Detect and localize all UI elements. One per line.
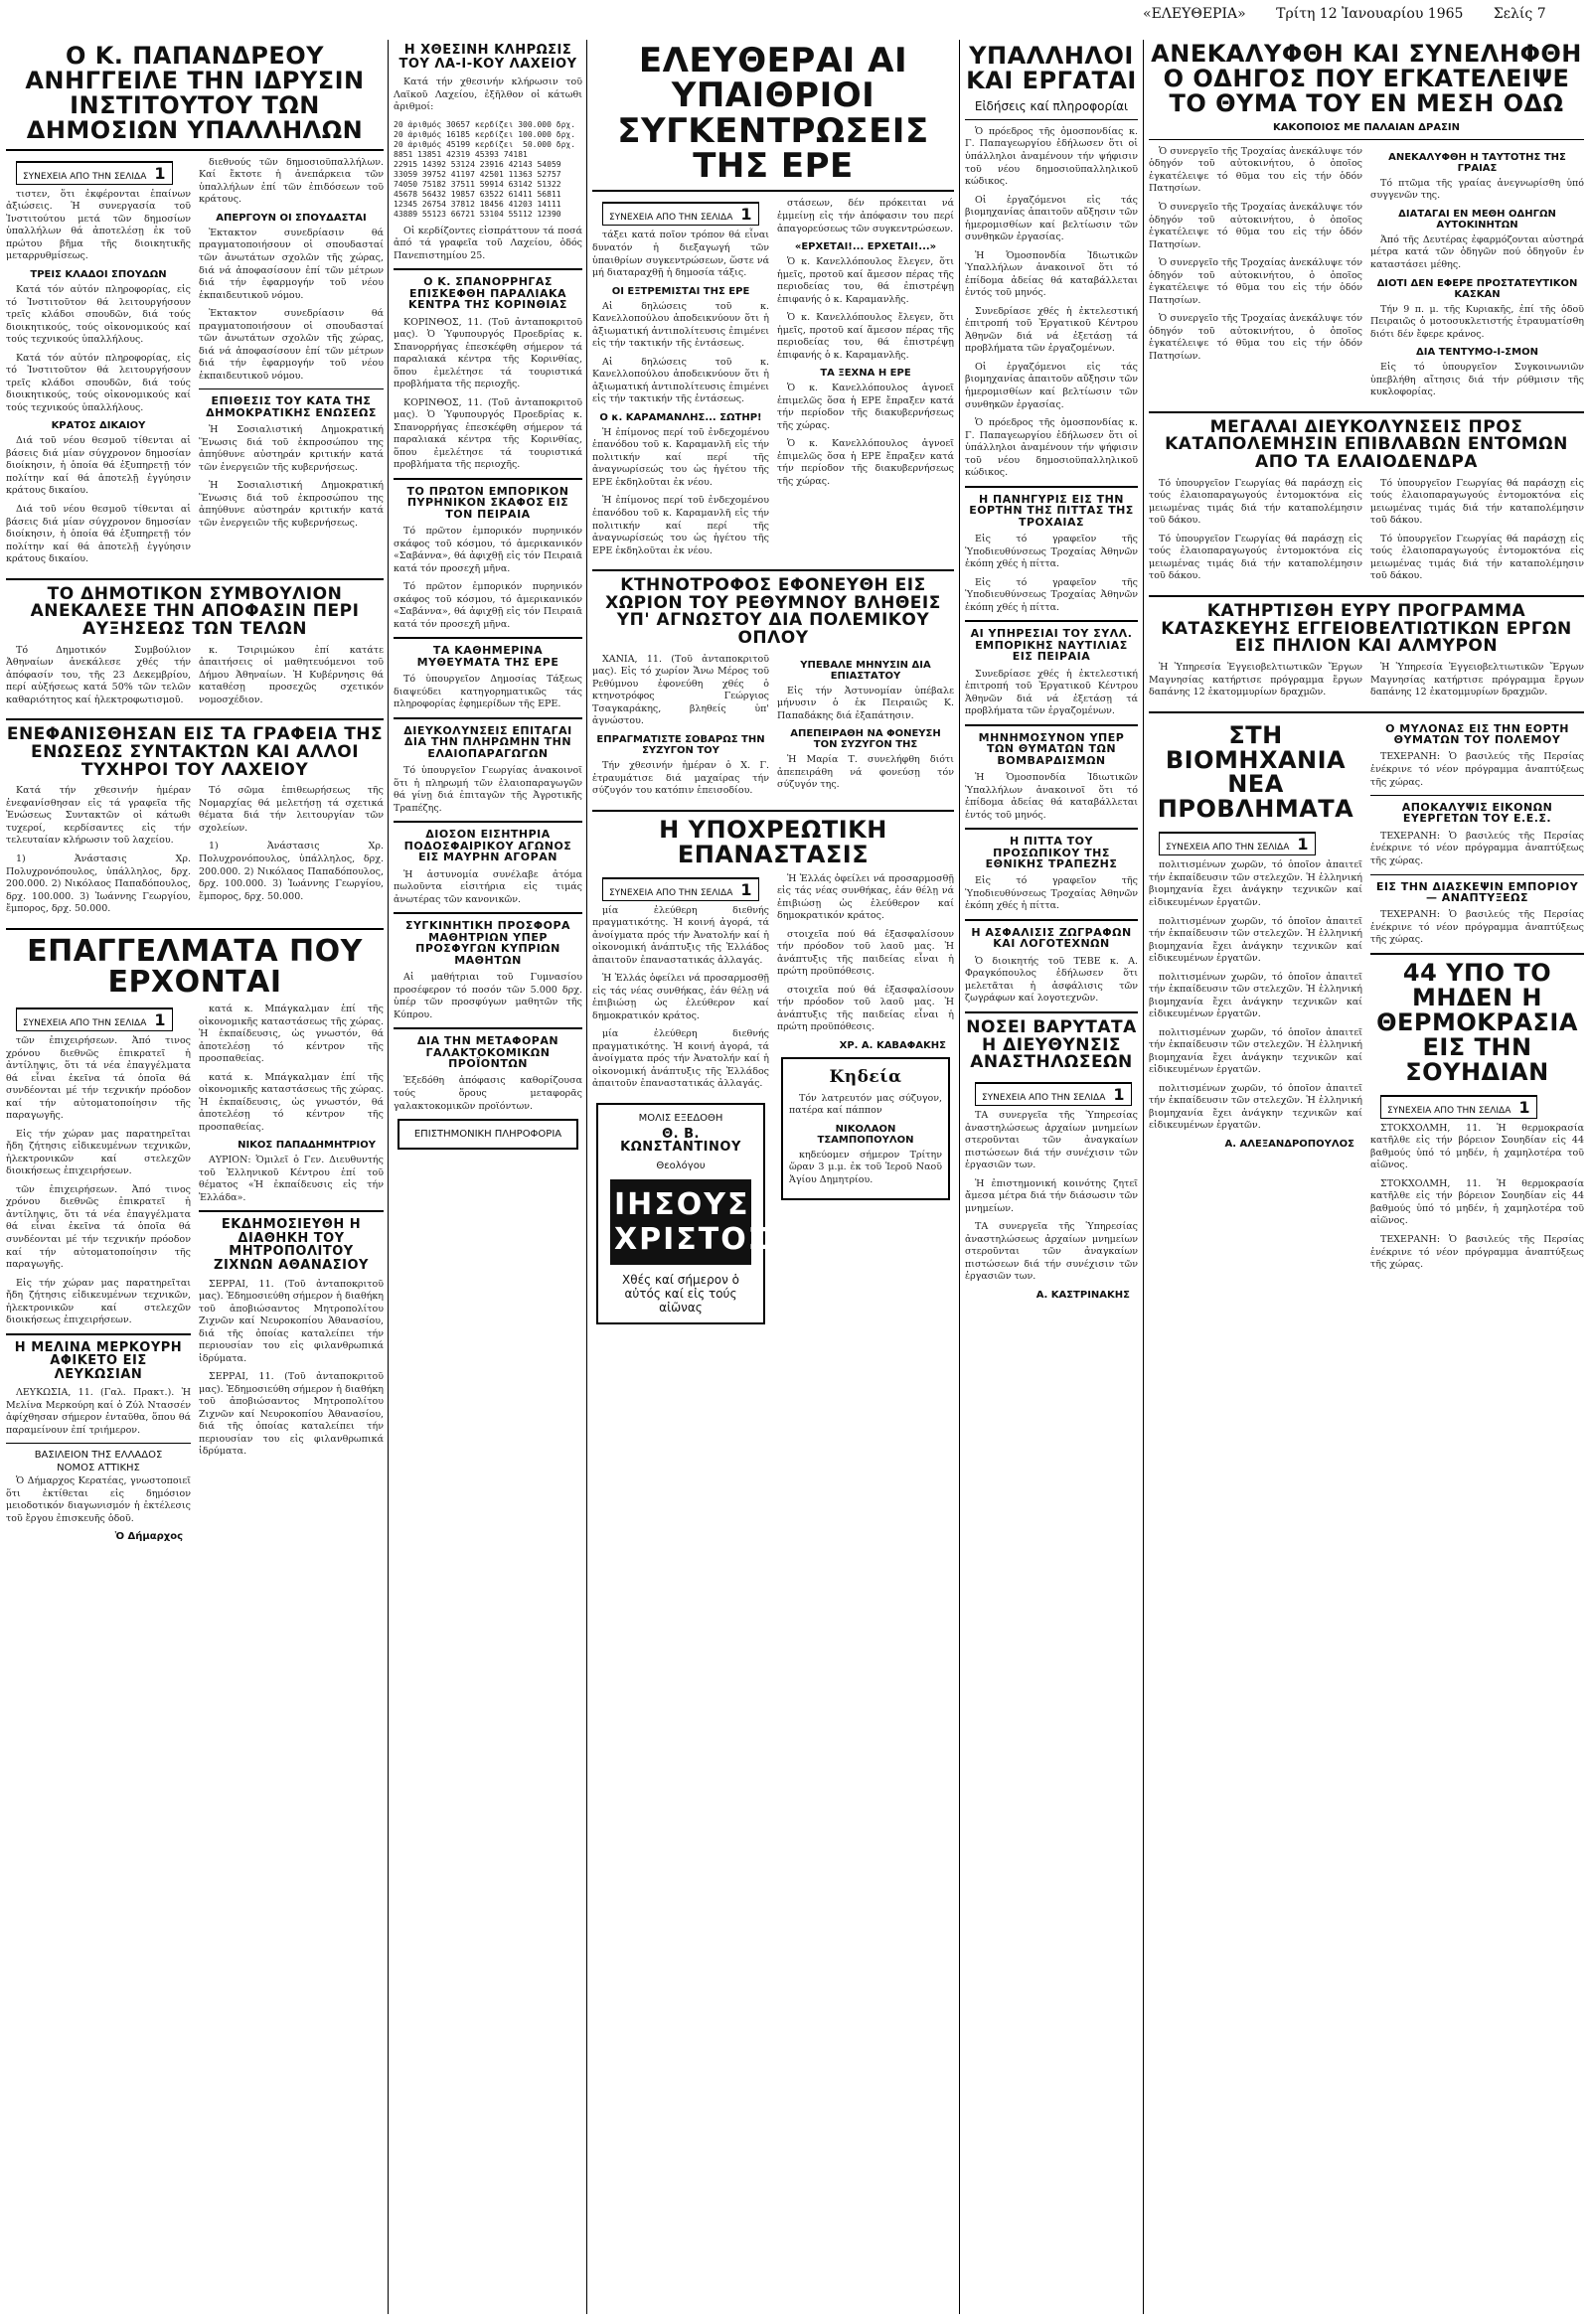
issue-date: Τρίτη 12 Ἰανουαρίου 1965 <box>1276 6 1464 22</box>
headline-traffic-pitta: Η ΠΑΝΗΓΥΡΙΣ ΕΙΣ ΤΗΝ ΕΟΡΤΗΝ ΤΗΣ ΠΙΤΤΑΣ ΤΗΣ ΤΡΟΧΑΙΑΣ <box>969 492 1134 529</box>
article-paragraph: μία ἐλεύθερη διεθνής πραγματικότης. Ἡ κοινή ἀγορά, τά ἀνοίγματα πρός τήν Ἀνατολήν καί ἡ οἰκονομική ἀνάπτυξις τῆς Ἑλλάδος ἀπαιτοῦν ἐπαναστατικάς ἀλλαγάς. <box>592 904 769 966</box>
headline-sweden-cold: 44 ΥΠΟ ΤΟ ΜΗΔΕΝ Η ΘΕΡΜΟΚΡΑΣΙΑ ΕΙΣ ΤΗΝ ΣΟΥΗΔΙΑΝ <box>1376 958 1578 1086</box>
article-paragraph: τάξει κατά ποῖον τρόπον θά εἶναι δυνατόν ἡ διεξαγωγή τῶν ὑπαιθρίων συγκεντρώσεων, ὥστε νά μή διαταραχθῇ ἡ δημοσία τάξις. <box>592 230 769 279</box>
column-rule <box>959 40 960 2314</box>
article-paragraph: 1) Ἀνάστασις Χρ. Πολυχρονόπουλος, ὑπάλληλος, δρχ. 200.000. 2) Νικόλαος Παπαδόπουλος, δρχ. 100.000. 3) Ἰωάννης Γεωργίου, ἔμπορος, δρχ. 50.000. <box>6 852 191 915</box>
continued-page: 1 <box>740 879 752 899</box>
divider <box>1149 139 1584 140</box>
headline-student-offering: ΣΥΓΚΙΝΗΤΙΚΗ ΠΡΟΣΦΟΡΑ ΜΑΘΗΤΡΙΩΝ ΥΠΕΡ ΠΡΟΣΦΥΓΩΝ ΚΥΠΡΙΩΝ ΜΑΘΗΤΩΝ <box>404 919 571 967</box>
article-paragraph: στοιχεῖα πού θά ἐξασφαλίσουν τήν πρόοδον τοῦ λαοῦ μας. Ἡ ἀνάπτυξις τῆς παιδείας εἶναι ἡ πρώτη προϋπόθεσις. <box>777 984 954 1033</box>
divider <box>394 1027 582 1029</box>
headline-dairy-transport: ΔΙΑ ΤΗΝ ΜΕΤΑΦΟΡΑΝ ΓΑΛΑΚΤΟΚΟΜΙΚΩΝ ΠΡΟΪΟΝΤΩΝ <box>416 1034 559 1071</box>
funeral-notice <box>781 1057 950 1200</box>
article-paragraph: ΣΕΡΡΑΙ, 11. (Τοῦ ἀνταποκριτοῦ μας). Ἐδημοσιεύθη σήμερον ἡ διαθήκη τοῦ ἀποβιώσαντος Μητροπολίτου Ζιχνῶν καί Νευροκοπίου Ἀθανασίου, διά τῆς ὁποίας καταλείπει τήν περιουσίαν του εἰς φιλανθρωπικά ἱδρύματα. <box>199 1371 384 1458</box>
subhead: Ο κ. ΚΑΡΑΜΑΝΛΗΣ... ΣΩΤΗΡ! <box>599 411 762 423</box>
article-paragraph: κατά κ. Μπάγκαλμαν ἐπί τῆς οἰκονομικῆς καταστάσεως τῆς χώρας. Ἡ ἐκπαίδευσις, ὡς γνωστόν, θά ἀποτελέσῃ τό κέντρον τῆς προσπαθείας. <box>199 1071 384 1133</box>
article-paragraph: διεθνούς τῶν δημοσιοϋπαλλήλων. Καί ἔκτοτε ἡ ἀνεπάρκεια τῶν ὑπαλλήλων ἐπί τῶν ἐπιδόσεων τοῦ κράτους. <box>199 156 384 206</box>
headline-lottery-draw: Η ΧΘΕΣΙΝΗ ΚΛΗΡΩΣΙΣ ΤΟΥ ΛΑ-Ι-ΚΟΥ ΛΑΧΕΙΟΥ <box>398 43 577 72</box>
subhead: ΑΝΕΚΑΛΥΦΘΗ Η ΤΑΥΤΟΤΗΣ ΤΗΣ ΓΡΑΙΑΣ <box>1388 151 1566 174</box>
divider <box>6 718 384 720</box>
divider <box>394 637 582 639</box>
article-paragraph: Τό πρῶτον ἐμπορικόν πυρηνικόν σκάφος τοῦ κόσμου, τό ἀμερικανικόν «Σαβάννα», θά ἀφιχθῇ εἰς τόν Πειραιᾶ κατά τόν προσεχῆ μῆνα. <box>394 526 582 574</box>
article-paragraph: ΤΕΧΕΡΑΝΗ: Ὁ βασιλεύς τῆς Περσίας ἐνέκρινε τό νέον πρόγραμμα ἀναπτύξεως τῆς χώρας. <box>1370 909 1584 946</box>
subhead: ΤΡΕΙΣ ΚΛΑΔΟΙ ΣΠΟΥΔΩΝ <box>30 269 167 280</box>
article-paragraph: Διά τοῦ νέου θεσμοῦ τίθενται αἱ βάσεις διά μίαν σύγχρονον δημοσίαν διοίκησιν, ἡ ὁποία θά ἐξυπηρετῇ τόν πολίτην καί θά ἀποτελῇ ἐγγύησιν κράτους δικαίου. <box>6 435 191 497</box>
headline-pelion-works: ΚΑΤΗΡΤΙΣΘΗ ΕΥΡΥ ΠΡΟΓΡΑΜΜΑ ΚΑΤΑΣΚΕΥΗΣ ΕΓΓΕΙΟΒΕΛΤΙΩΤΙΚΩΝ ΕΡΓΩΝ ΕΙΣ ΠΗΛΙΟΝ ΚΑΙ ΑΛΜΥΡΟΝ <box>1161 600 1572 657</box>
subcolumn-a <box>6 645 191 713</box>
headline-will: ΕΚΔΗΜΟΣΙΕΥΘΗ Η ΔΙΑΘΗΚΗ ΤΟΥ ΜΗΤΡΟΠΟΛΙΤΟΥ ΖΙΧΝΩΝ ΑΘΑΝΑΣΙΟΥ <box>214 1217 369 1273</box>
article-paragraph: Ὁ κ. Κανελλόπουλος ἀγνοεῖ ἐπιμελῶς ὅσα ἡ ΕΡΕ ἔπραξεν κατά τήν περίοδον τῆς διακυβερνήσεως τῆς χώρας. <box>777 383 954 431</box>
article-paragraph: ΤΕΧΕΡΑΝΗ: Ὁ βασιλεύς τῆς Περσίας ἐνέκρινε τό νέον πρόγραμμα ἀναπτύξεως τῆς χώρας. <box>1370 830 1584 866</box>
article-paragraph: ΧΑΝΙΑ, 11. (Τοῦ ἀνταποκριτοῦ μας). Εἰς τό χωρίον Ἄνω Μέρος τοῦ Ρεθύμνου ἐφονεύθη χθές ὁ κτηνοτρόφος Γεώργιος Τσαγκαράκης, βληθείς ὑπ' ἀγνώστου. <box>592 653 769 727</box>
article-paragraph: πολιτισμένων χωρῶν, τό ὁποῖον ἀπαιτεῖ τήν ἐκπαίδευσιν τῶν στελεχῶν. Ἡ ἑλληνική βιομηχανία ἔχει ἀνάγκην τεχνικῶν καί εἰδικευμένων ἐργατῶν. <box>1149 971 1362 1020</box>
divider <box>1149 411 1584 413</box>
subcolumn-b <box>199 157 384 572</box>
headline-memorial: ΜΗΝΗΜΟΣΥΝΟΝ ΥΠΕΡ ΤΩΝ ΘΥΜΑΤΩΝ ΤΩΝ ΒΟΜΒΑΡΔΙΣΜΩΝ <box>978 730 1125 767</box>
article-paragraph: μία ἐλεύθερη διεθνής πραγματικότης. Ἡ κοινή ἀγορά, τά ἀνοίγματα πρός τήν Ἀνατολήν καί ἡ οἰκονομική ἀνάπτυξις τῆς Ἑλλάδος ἀπαιτοῦν ἐπαναστατικάς ἀλλαγάς. <box>592 1028 769 1090</box>
divider <box>394 717 582 719</box>
article-paragraph: Τό ὑπουργεῖον Γεωργίας θά παράσχῃ εἰς τούς ἐλαιοπαραγωγούς ἐντομοκτόνα εἰς μειωμένας τιμάς διά τήν καταπολέμησιν τοῦ δάκου. <box>1370 533 1584 582</box>
headline-olive-pests: ΜΕΓΑΛΑΙ ΔΙΕΥΚΟΛΥΝΣΕΙΣ ΠΡΟΣ ΚΑΤΑΠΟΛΕΜΗΣΙΝ ΕΠΙΒΛΑΒΩΝ ΕΝΤΟΜΩΝ ΑΠΟ ΤΑ ΕΛΑΙΟΔΕΝΔΡΑ <box>1165 416 1568 473</box>
subcolumn-b <box>777 198 954 563</box>
notice-subheading: ΝΟΜΟΣ ΑΤΤΙΚΗΣ <box>57 1463 140 1474</box>
article-paragraph: ΑΥΡΙΟΝ: Ὁμιλεῖ ὁ Γεν. Διευθυντής τοῦ Ἑλληνικοῦ Κέντρου ἐπί τοῦ θέματος «Ἡ ἐκπαίδευσις εἰς τήν Ἑλλάδα». <box>199 1155 384 1203</box>
article-paragraph: Τό ὑπουργεῖον Δημοσίας Τάξεως διαψεύδει κατηγορηματικῶς τάς πληροφορίας ἐφημερίδων τῆς ΕΡΕ. <box>394 674 582 710</box>
funeral-text: Τόν λατρευτόν μας σύζυγον, πατέρα καί πάππον <box>789 1092 942 1117</box>
headline-revolution: Η ΥΠΟΧΡΕΩΤΙΚΗ ΕΠΑΝΑΣΤΑΣΙΣ <box>659 815 887 868</box>
two-col-body <box>6 785 384 921</box>
subcolumn-a <box>1149 662 1362 705</box>
column-workers <box>965 40 1138 2316</box>
article-paragraph: Τό Δημοτικόν Συμβούλιον Ἀθηναίων ἀνεκάλεσε χθές τήν ἀπόφασίν του, τῆς 23 Δεκεμβρίου, περί αὐξήσεως κατά 50% τῶν τελῶν καθαριότητος καί ἠλεκτροφωτισμοῦ. <box>6 644 191 705</box>
article-paragraph: Ὁ πρόεδρος τῆς ὁμοσπονδίας κ. Γ. Παπαγεωργίου ἐδήλωσεν ὅτι οἱ ὑπάλληλοι ἀναμένουν τήν ψήφισιν τοῦ νέου δημοσιοϋπαλληλικοῦ κώδικος. <box>965 417 1138 479</box>
subhead: ΚΡΑΤΟΣ ΔΙΚΑΙΟΥ <box>51 420 146 432</box>
subcolumn-b <box>1370 662 1584 705</box>
column-rule <box>586 40 587 2314</box>
author-signature: ΝΙΚΟΣ ΠΑΠΑΔΗΜΗΤΡΙΟΥ <box>238 1140 376 1152</box>
subhead: ΕΠΡΑΓΜΑΤΙΣΤΕ ΣΟΒΑΡΩΣ ΤΗΝ ΣΥΖΥΓΟΝ ΤΟΥ <box>596 734 765 756</box>
headline-bank-pitta: Η ΠΙΤΤΑ ΤΟΥ ΠΡΟΣΩΠΙΚΟΥ ΤΗΣ ΕΘΝΙΚΗΣ ΤΡΑΠΕΖΗΣ <box>985 835 1118 870</box>
headline-municipal-council: ΤΟ ΔΗΜΟΤΙΚΟΝ ΣΥΜΒΟΥΛΙΟΝ ΑΝΕΚΑΛΕΣΕ ΤΗΝ ΑΠΟΦΑΣΙΝ ΠΕΡΙ ΑΥΞΗΣΕΩΣ ΤΩΝ ΤΕΛΩΝ <box>30 583 360 639</box>
divider <box>965 1011 1138 1013</box>
page-number: Σελίς 7 <box>1493 6 1546 22</box>
headline-mylonas: Ο ΜΥΛΟΝΑΣ ΕΙΣ ΤΗΝ ΕΟΡΤΗ ΘΥΜΑΤΩΝ ΤΟΥ ΠΟΛΕΜΟΥ <box>1385 721 1569 747</box>
subcolumn-b <box>1370 478 1584 589</box>
author-signature: Α. ΑΛΕΞΑΝΔΡΟΠΟΥΛΟΣ <box>1224 1139 1354 1151</box>
two-col-body <box>6 1004 384 1546</box>
article-paragraph: Ἐξεδόθη ἀπόφασις καθορίζουσα τούς ὅρους μεταφορᾶς γαλακτοκομικῶν προϊόντων. <box>394 1075 582 1112</box>
notice-heading: ΒΑΣΙΛΕΙΟΝ ΤΗΣ ΕΛΛΑΔΟΣ <box>34 1450 163 1462</box>
article-paragraph: Τήν 9 π. μ. τῆς Κυριακῆς, ἐπί τῆς ὁδοῦ Πειραιῶς ὁ μοτοσυκλετιστής ἐτραυματίσθη διότι δέν ἔφερε κράνος. <box>1370 303 1584 340</box>
headline-driver-arrested: ΑΝΕΚΑΛΥΦΘΗ ΚΑΙ ΣΥΝΕΛΗΦΘΗ Ο ΟΔΗΓΟΣ ΠΟΥ ΕΓΚΑΤΕΛΕΙΨΕ ΤΟ ΘΥΜΑ ΤΟΥ ΕΝ ΜΕΣΗ ΟΔΩ <box>1151 40 1582 117</box>
two-col-body <box>592 654 954 804</box>
article-paragraph: Εἰς τήν Ἀστυνομίαν ὑπέβαλε μήνυσιν ὁ ἐκ Πειραιῶς Κ. Παπαδάκης διά ἐξαπάτησιν. <box>777 685 954 721</box>
column-lottery <box>394 40 582 2316</box>
article-paragraph: Τό ὑπουργεῖον Γεωργίας θά παράσχῃ εἰς τούς ἐλαιοπαραγωγούς ἐντομοκτόνα εἰς μειωμένας τιμάς διά τήν καταπολέμησιν τοῦ δάκου. <box>1149 477 1362 527</box>
center-column <box>592 40 954 2316</box>
divider <box>6 149 384 151</box>
paper-name: «ΕΛΕΥΘΕΡΙΑ» <box>1143 6 1246 22</box>
headline-employees-workers: ΥΠΑΛΛΗΛΟΙ ΚΑΙ ΕΡΓΑΤΑΙ <box>966 42 1137 94</box>
article-paragraph: πολιτισμένων χωρῶν, τό ὁποῖον ἀπαιτεῖ τήν ἐκπαίδευσιν τῶν στελεχῶν. Ἡ ἑλληνική βιομηχανία ἔχει ἀνάγκην τεχνικῶν καί εἰδικευμένων ἐργατῶν. <box>1149 1026 1362 1076</box>
lottery-numbers: 20 ἀριθμός 30657 κερδίζει 300.000 δρχ. 20 ἀριθμός 16185 κερδίζει 100.000 δρχ. 20 ἀριθμός 45199 κερδίζει 50.000 δρχ. 8851 13851 42319 45393 74181 22915 14392 53124 23916 42143 54059 33059 39752 41197 42501 11363 52757 74050 75182 37511 59914 63142 51322 45678 56432 19857 63522 61411 56811 12345 26754 37812 18456 41203 14111 43889 55123 66721 53104 55112 12390 <box>394 119 576 219</box>
article-paragraph: Ὁ συνεργεῖο τῆς Τροχαίας ἀνεκάλυψε τόν ὁδηγόν τοῦ αὐτοκινήτου, ὁ ὁποῖος ἐγκατέλειψε τό θῦμα του εἰς τήν ὁδόν Πατησίων. <box>1149 313 1362 362</box>
two-col-body <box>1149 478 1584 589</box>
article-paragraph: Εἰς τήν χώραν μας παρατηρεῖται ἤδη ζήτησις εἰδικευμένων τεχνικῶν, ἠλεκτρονικῶν καί στελεχῶν διοικήσεως ἐπιχειρήσεων. <box>6 1277 191 1326</box>
article-paragraph: Τό πρῶτον ἐμπορικόν πυρηνικόν σκάφος τοῦ κόσμου, τό ἀμερικανικόν «Σαβάννα», θά ἀφιχθῇ εἰς τόν Πειραιᾶ κατά τόν προσεχῆ μῆνα. <box>394 581 582 630</box>
article-paragraph: πολιτισμένων χωρῶν, τό ὁποῖον ἀπαιτεῖ τήν ἐκπαίδευσιν τῶν στελεχῶν. Ἡ ἑλληνική βιομηχανία ἔχει ἀνάγκην τεχνικῶν καί εἰδικευμένων ἐργατῶν. <box>1149 915 1362 965</box>
divider <box>1370 874 1584 875</box>
divider <box>1370 795 1584 796</box>
divider <box>394 268 582 270</box>
headline: ΕΠΙΘΕΣΙΣ ΤΟΥ ΚΑΤΑ ΤΗΣ ΔΗΜΟΚΡΑΤΙΚΗΣ ΕΝΩΣΕΩΣ <box>206 394 377 419</box>
headline-restoration: ΝΟΣΕΙ ΒΑΡΥΤΑΤΑ Η ΔΙΕΥΘΥΝΣΙΣ ΑΝΑΣΤΗΛΩΣΕΩΝ <box>966 1017 1137 1073</box>
article-paragraph: πολιτισμένων χωρῶν, τό ὁποῖον ἀπαιτεῖ τήν ἐκπαίδευσιν τῶν στελεχῶν. Ἡ ἑλληνική βιομηχανία ἔχει ἀνάγκην τεχνικῶν καί εἰδικευμένων ἐργατῶν. <box>1149 1082 1362 1132</box>
divider <box>1149 711 1584 713</box>
divider <box>965 828 1138 830</box>
article-paragraph: ΚΟΡΙΝΘΟΣ, 11. (Τοῦ ἀνταποκριτοῦ μας). Ὁ Ὑφυπουργός Προεδρίας κ. Σπανορρήγας ἐπεσκέφθη σήμερον τά παραλιακά κέντρα τῆς Κορινθίας, ὅπου ἐμελέτησε τά τουριστικά προβλήματα τῆς περιοχῆς. <box>394 316 582 390</box>
article-paragraph: ΤΑ συνεργεῖα τῆς Ὑπηρεσίας ἀναστηλώσεως ἀρχαίων μνημείων στεροῦνται τῶν ἀναγκαίων πιστώσεων διά τήν συνέχισιν τῶν ἐργασιῶν των. <box>965 1221 1138 1283</box>
book-title: ΙΗΣΟΥΣ ΧΡΙΣΤΟΣ <box>610 1179 751 1265</box>
continued-marker <box>975 1082 1132 1106</box>
article-paragraph: Ἐκτακτον συνεδρίασιν θά πραγματοποιήσουν οἱ σπουδασταί τῶν ἀνωτάτων σχολῶν τῆς χώρας, διά νά ἀποφασίσουν ἐπί τῶν μέτρων διά τήν ἐφαρμογήν τοῦ νέου ἐκπαιδευτικοῦ νόμου. <box>199 308 384 382</box>
article-paragraph: ΣΤΟΚΧΟΛΜΗ, 11. Ἡ θερμοκρασία κατῆλθε εἰς τήν βόρειον Σουηδίαν εἰς 44 βαθμούς ὑπό τό μηδέν, ἡ χαμηλοτέρα τοῦ αἰῶνος. <box>1370 1177 1584 1227</box>
divider <box>394 821 582 823</box>
headline-professions: ΕΠΑΓΓΕΛΜΑΤΑ ΠΟΥ ΕΡΧΟΝΤΑΙ <box>27 933 363 1000</box>
continued-marker <box>602 202 759 226</box>
article-paragraph: Εἰς τό γραφεῖον τῆς Ὑποδιευθύνσεως Τροχαίας Ἀθηνῶν ἐκόπη χθές ἡ πίττα. <box>965 576 1138 613</box>
article-paragraph: Τό ὑπουργεῖον Γεωργίας ἀνακοινοῖ ὅτι ἡ πληρωμή τῶν ἐλαιοπαραγωγῶν θά γίνῃ διά ἐπιταγῶν τῆς Ἀγροτικῆς Τραπέζης. <box>394 765 582 814</box>
funeral-body: κηδεύομεν σήμερον Τρίτην ὥραν 3 μ.μ. ἐκ τοῦ Ἱεροῦ Ναοῦ Ἁγίου Δημητρίου. <box>789 1149 942 1185</box>
article-paragraph: Τό σῶμα ἐπιθεωρήσεως τῆς Νομαρχίας θά μελετήσῃ τά σχετικά θέματα διά τήν λειτουργίαν τῶν σχολείων. <box>199 785 384 834</box>
two-col-body <box>1149 719 1584 1278</box>
continued-page: 1 <box>1113 1085 1125 1105</box>
divider <box>592 190 954 192</box>
two-col-body <box>592 873 954 1330</box>
article-paragraph: Ἡ ἐπιστημονική κοινότης ζητεῖ ἄμεσα μέτρα διά τήν διάσωσιν τῶν μνημείων. <box>965 1177 1138 1214</box>
article-paragraph: Κατά τήν χθεσινήν κλήρωσιν τοῦ Λαϊκοῦ Λαχείου, ἐξῆλθον οἱ κάτωθι ἀριθμοί: <box>394 77 582 113</box>
article-paragraph: κ. Τσιριμώκου ἐπί κατάτε ἀπαιτήσεις οἱ μαθητευόμενοι τοῦ Δήμου Ἀθηναίων. Ἡ Κυβέρνησις θά καταθέσῃ προσεχῶς σχετικόν νομοσχέδιον. <box>199 644 384 705</box>
subcolumn-a <box>592 198 769 563</box>
subhead: ΚΑΚΟΠΟΙΟΣ ΜΕ ΠΑΛΑΙΑΝ ΔΡΑΣΙΝ <box>1272 121 1461 133</box>
continued-label: ΣΥΝΕΧΕΙΑ ΑΠΟ ΤΗΝ ΣΕΛΙΔΑ <box>23 171 147 182</box>
divider <box>1149 595 1584 597</box>
article-paragraph: Αἱ δηλώσεις τοῦ κ. Κανελλοπούλου ἀποδεικνύουν ὅτι ἡ ἀξιωματική ἀντιπολίτευσις ἐπιμένει εἰς τήν τακτικήν τῆς ἐντάσεως. <box>592 356 769 405</box>
article-paragraph: Κατά τόν αὐτόν πληροφορίας, εἰς τό Ἰνστιτοῦτον θά λειτουργήσουν τρεῖς κλάδοι σπουδῶν, διά τούς διοικητικούς, τούς οἰκονομικούς καί τούς τεχνικούς ὑπαλλήλους. <box>6 352 191 413</box>
headline-icons-unveiling: ΑΠΟΚΑΛΥΨΙΣ ΕΙΚΟΝΩΝ ΕΥΕΡΓΕΤΩΝ ΤΟΥ Ε.Ε.Σ. <box>1401 801 1553 826</box>
article-paragraph: Ἡ Σοσιαλιστική Δημοκρατική Ἕνωσις διά τοῦ ἐκπροσώπου της ἀπηύθυνε αὐστηράν κριτικήν κατά τῶν ἐνεργειῶν τῆς κυβερνήσεως. <box>199 480 384 529</box>
article-paragraph: τῶν ἐπιχειρήσεων. Ἀπό τινος χρόνου διεθνῶς ἐπικρατεῖ ἡ ἀντίληψις, ὅτι τά νέα ἐπαγγέλματα θά εἶναι ἐκεῖνα τά ὁποῖα θά συνδέονται μέ τήν τεχνικήν πρόοδον καί τήν αὐτοματοποίησιν τῆς παραγωγῆς. <box>6 1183 191 1271</box>
article-paragraph: Ἡ Σοσιαλιστική Δημοκρατική Ἕνωσις διά τοῦ ἐκπροσώπου της ἀπηύθυνε αὐστηράν κριτικήν κατά τῶν ἐνεργειῶν τῆς κυβερνήσεως. <box>199 424 384 473</box>
article-paragraph: ΤΑ συνεργεῖα τῆς Ὑπηρεσίας ἀναστηλώσεως ἀρχαίων μνημείων στεροῦνται τῶν ἀναγκαίων πιστώσεων διά τήν συνέχισιν τῶν ἐργασιῶν των. <box>965 1110 1138 1171</box>
article-paragraph: Οἱ κερδίζοντες εἰσπράττουν τά ποσά ἀπό τά γραφεῖα τοῦ Λαχείου, ὁδός Πανεπιστημίου 25. <box>394 225 582 261</box>
article-paragraph: Οἱ ἐργαζόμενοι εἰς τάς βιομηχανίας ἀπαιτοῦν αὔξησιν τῶν ἡμερομισθίων καί βελτίωσιν τῶν συνθηκῶν ἐργασίας. <box>965 361 1138 410</box>
article-paragraph: Ὁ συνεργεῖο τῆς Τροχαίας ἀνεκάλυψε τόν ὁδηγόν τοῦ αὐτοκινήτου, ὁ ὁποῖος ἐγκατέλειψε τό θῦμα του εἰς τήν ὁδόν Πατησίων. <box>1149 257 1362 306</box>
article-paragraph: Ἡ ἀστυνομία συνέλαβε ἀτόμα πωλοῦντα εἰσιτήρια εἰς τιμάς ἀνωτέρας τῶν κανονικῶν. <box>394 868 582 905</box>
divider <box>965 919 1138 921</box>
headline-rethymno-murder: ΚΤΗΝΟΤΡΟΦΟΣ ΕΦΟΝΕΥΘΗ ΕΙΣ ΧΩΡΙΟΝ ΤΟΥ ΡΕΘΥΜΝΟΥ ΒΛΗΘΕΙΣ ΥΠ' ΑΓΝΩΣΤΟΥ ΔΙΑ ΠΟΛΕΜΙΚΟΥ ΟΠΛΟΥ <box>605 575 941 649</box>
two-col-body <box>6 157 384 572</box>
subcolumn-a <box>1149 719 1362 1278</box>
subcolumn-a <box>6 785 191 921</box>
article-paragraph: κατά κ. Μπάγκαλμαν ἐπί τῆς οἰκονομικῆς καταστάσεως τῆς χώρας. Ἡ ἐκπαίδευσις, ὡς γνωστόν, θά ἀποτελέσῃ τό κέντρον τῆς προσπαθείας. <box>199 1004 384 1065</box>
book-advertisement <box>596 1103 771 1324</box>
article-paragraph: Ἡ Ἑλλάς ὀφείλει νά προσαρμοσθῇ εἰς τάς νέας συνθήκας, ἐάν θέλῃ νά ἐπιβιώσῃ ὡς ἐλεύθερον καί δημοκρατικόν κράτος. <box>592 973 769 1021</box>
column-rule <box>388 40 389 2314</box>
article-paragraph: Διά τοῦ νέου θεσμοῦ τίθενται αἱ βάσεις διά μίαν σύγχρονον δημοσίαν διοίκησιν, ἡ ὁποία θά ἐξυπηρετῇ τόν πολίτην καί θά ἀποτελῇ ἐγγύησιν κράτους δικαίου. <box>6 503 191 565</box>
subcolumn-b <box>199 785 384 921</box>
subhead: ΑΠΕΡΓΟΥΝ ΟΙ ΣΠΟΥΔΑΣΤΑΙ <box>216 212 367 224</box>
article-paragraph: Συνεδρίασε χθές ἡ ἐκτελεστική ἐπιτροπή τοῦ Ἐργατικοῦ Κέντρου Ἀθηνῶν διά νά ἐξετάσῃ τά προβλήματα τῶν ἐργαζομένων. <box>965 668 1138 717</box>
continued-marker <box>16 161 173 185</box>
section-subtitle: Εἰδήσεις καί πληροφορίαι <box>974 98 1129 113</box>
article-paragraph: Ἡ ἐπίμονος περί τοῦ ἐνδεχομένου ἐπανόδου τοῦ κ. Καραμανλῆ εἰς τήν πολιτικήν καί περί τῆς ἀναγνωρίσεώς του ὡς ἡγέτου τῆς ΕΡΕ ἐκδηλοῦται ἐκ νέου. <box>592 426 769 488</box>
article-paragraph: Τό ὑπουργεῖον Γεωργίας θά παράσχῃ εἰς τούς ἐλαιοπαραγωγούς ἐντομοκτόνα εἰς μειωμένας τιμάς διά τήν καταπολέμησιν τοῦ δάκου. <box>1370 477 1584 527</box>
article-paragraph: Τήν χθεσινήν ἡμέραν ὁ Χ. Γ. ἐτραυμάτισε διά μαχαίρας τήν σύζυγόν του κατόπιν ἐπεισοδίου. <box>592 760 769 797</box>
subhead: ΥΠΕΒΑΛΕ ΜΗΝΥΣΙΝ ΔΙΑ ΕΠΙΑΣΤΑΤΟΥ <box>800 659 931 682</box>
article-paragraph: τιστεν, ὅτι ἐκφέρονται ἐπαίνων ἀξιώσεις. Ἡ συνεργασία τοῦ Ἰνστιτούτου μετά τῶν δημοσίων ὑπαλλήλων θά ἀποτελέσῃ ἐκ τοῦ πρώτου βῆμα τῆς διοικητικῆς μεταρρυθμίσεως. <box>6 188 191 262</box>
article-paragraph: Ὁ διοικητής τοῦ ΤΕΒΕ κ. Α. Φραγκόπουλος ἐδήλωσεν ὅτι μελετᾶται ἡ ἀσφάλισις τῶν ζωγράφων καί λογοτεχνῶν. <box>965 955 1138 1005</box>
continued-label: ΣΥΝΕΧΕΙΑ ΑΠΟ ΤΗΝ ΣΕΛΙΔΑ <box>609 887 733 898</box>
funeral-title: Κηδεία <box>829 1066 902 1087</box>
continued-marker <box>1380 1095 1537 1119</box>
article-paragraph: Εἰς τό γραφεῖον τῆς Ὑποδιευθύνσεως Τροχαίας Ἀθηνῶν ἐκόπη χθές ἡ πίττα. <box>965 534 1138 570</box>
article-paragraph: στοιχεῖα πού θά ἐξασφαλίσουν τήν πρόοδον τοῦ λαοῦ μας. Ἡ ἀνάπτυξις τῆς παιδείας εἶναι ἡ πρώτη προϋπόθεσις. <box>777 928 954 978</box>
article-paragraph: Ὁ Δήμαρχος Κερατέας, γνωστοποιεῖ ὅτι ἐκτίθεται εἰς δημόσιον μειοδοτικόν διαγωνισμόν ἡ ἐκτέλεσις τοῦ ἔργου ἐπισκευῆς ὁδοῦ. <box>6 1475 191 1524</box>
subcolumn-b <box>1370 146 1584 405</box>
subhead: ΑΠΕΠΕΙΡΑΘΗ ΝΑ ΦΟΝΕΥΣΗ ΤΟΝ ΣΥΖΥΓΟΝ ΤΗΣ <box>790 728 941 751</box>
continued-page: 1 <box>1297 835 1309 854</box>
subhead: ΟΙ ΕΞΤΡΕΜΙΣΤΑΙ ΤΗΣ ΕΡΕ <box>611 285 750 297</box>
headline-ere-gatherings: ΕΛΕΥΘΕΡΑΙ ΑΙ ΥΠΑΙΘΡΙΟΙ ΣΥΓΚΕΝΤΡΩΣΕΙΣ ΤΗΣ ΕΡΕ <box>617 41 929 187</box>
headline-melina: Η ΜΕΛΙΝΑ ΜΕΡΚΟΥΡΗ ΑΦΙΚΕΤΟ ΕΙΣ ΛΕΥΚΩΣΙΑΝ <box>14 1339 183 1382</box>
headline-trade-conference: ΕΙΣ ΤΗΝ ΔΙΑΣΚΕΨΙΝ ΕΜΠΟΡΙΟΥ — ΑΝΑΠΤΥΞΕΩΣ <box>1375 879 1579 904</box>
headline-insurance-artists: Η ΑΣΦΑΛΙΣΙΣ ΖΩΓΡΑΦΩΝ ΚΑΙ ΛΟΓΟΤΕΧΝΩΝ <box>971 926 1132 951</box>
article-paragraph: ΤΕΧΕΡΑΝΗ: Ὁ βασιλεύς τῆς Περσίας ἐνέκρινε τό νέον πρόγραμμα ἀναπτύξεως τῆς χώρας. <box>1370 751 1584 788</box>
subcolumn-a <box>1149 146 1362 405</box>
article-paragraph: πολιτισμένων χωρῶν, τό ὁποῖον ἀπαιτεῖ τήν ἐκπαίδευσιν τῶν στελεχῶν. Ἡ ἑλληνική βιομηχανία ἔχει ἀνάγκην τεχνικῶν καί εἰδικευμένων ἐργατῶν. <box>1149 859 1362 908</box>
article-paragraph: ΤΕΧΕΡΑΝΗ: Ὁ βασιλεύς τῆς Περσίας ἐνέκρινε τό νέον πρόγραμμα ἀναπτύξεως τῆς χώρας. <box>1370 1234 1584 1271</box>
divider <box>965 724 1138 726</box>
article-paragraph: τῶν ἐπιχειρήσεων. Ἀπό τινος χρόνου διεθνῶς ἐπικρατεῖ ἡ ἀντίληψις, ὅτι τά νέα ἐπαγγέλματα θά εἶναι ἐκεῖνα τά ὁποῖα θά συνδέονται μέ τήν τεχνικήν πρόοδον καί τήν αὐτοματοποίησιν τῆς παραγωγῆς. <box>6 1035 191 1122</box>
article-paragraph: ΣΤΟΚΧΟΛΜΗ, 11. Ἡ θερμοκρασία κατῆλθε εἰς τήν βόρειον Σουηδίαν εἰς 44 βαθμούς ὑπό τό μηδέν, ἡ χαμηλοτέρα τοῦ αἰῶνος. <box>1370 1122 1584 1171</box>
subhead: ΔΙΑ ΤΕΝΤΥΜΟ-Ι-ΣΜΟΝ <box>1416 347 1538 359</box>
continued-page: 1 <box>154 1010 166 1029</box>
advertisement <box>398 1119 578 1150</box>
divider <box>965 620 1138 622</box>
headline-olive-payments: ΔΙΕΥΚΟΛΥΝΣΕΙΣ ΕΠΙΤΑΓΑΙ ΔΙΑ ΤΗΝ ΠΛΗΡΩΜΗΝ ΤΗΝ ΕΛΑΙΟΠΑΡΑΓΩΓΩΝ <box>403 723 572 760</box>
article-paragraph: Ἡ Μαρία Τ. συνελήφθη διότι ἀπεπειράθη νά φονεύσῃ τόν σύζυγόν της. <box>777 754 954 791</box>
article-paragraph: Ὁ κ. Κανελλόπουλος ἔλεγεν, ὅτι ἡμεῖς, προτοῦ καί ἄμεσον πέρας τῆς περιοδείας του, θά ἐπιστρέψῃ ἐπιφανής ὁ κ. Καραμανλῆς. <box>777 312 954 361</box>
ad-signature: ΧΡ. Α. ΚΑΒΑΦΑΚΗΣ <box>839 1039 946 1051</box>
subcolumn-a <box>592 654 769 804</box>
divider <box>1370 953 1584 955</box>
subhead: ΔΙΑΤΑΓΑΙ ΕΝ ΜΕΘΗ ΟΔΗΓΩΝ ΑΥΤΟΚΙΝΗΤΩΝ <box>1398 208 1556 231</box>
article-paragraph: ΣΕΡΡΑΙ, 11. (Τοῦ ἀνταποκριτοῦ μας). Ἐδημοσιεύθη σήμερον ἡ διαθήκη τοῦ ἀποβιώσαντος Μητροπολίτου Ζιχνῶν καί Νευροκοπίου Ἀθανασίου, διά τῆς ὁποίας καταλείπει τήν περιουσίαν του εἰς φιλανθρωπικά ἱδρύματα. <box>199 1278 384 1364</box>
article-paragraph: Ἀπό τῆς Δευτέρας ἐφαρμόζονται αὐστηρά μέτρα κατά τῶν ὁδηγῶν πού ὁδηγοῦν ἐν καταστάσει μέθης. <box>1370 233 1584 270</box>
article-paragraph: Ἡ Ὑπηρεσία Ἐγγειοβελτιωτικῶν Ἔργων Μαγνησίας κατήρτισε πρόγραμμα ἔργων δαπάνης 12 ἑκατομμυρίων δραχμῶν. <box>1370 661 1584 698</box>
subhead: ΤΑ ΞΕΧΝΑ Η ΕΡΕ <box>820 368 911 380</box>
subhead: ΔΙΟΤΙ ΔΕΝ ΕΦΕΡΕ ΠΡΟΣΤΑΤΕΥΤΙΚΟΝ ΚΑΣΚΑΝ <box>1376 277 1578 300</box>
two-col-body <box>6 645 384 713</box>
article-paragraph: Αἱ δηλώσεις τοῦ κ. Κανελλοπούλου ἀποδεικνύουν ὅτι ἡ ἀξιωματική ἀντιπολίτευσις ἐπιμένει εἰς τήν τακτικήν τῆς ἐντάσεως. <box>592 300 769 350</box>
book-role: Θεολόγου <box>656 1160 706 1171</box>
headline-industry-problems: ΣΤΗ ΒΙΟΜΗΧΑΝΙΑ ΝΕΑ ΠΡΟΒΛΗΜΑΤΑ <box>1157 720 1354 824</box>
book-label: ΜΟΛΙΣ ΕΞΕΔΟΘΗ <box>638 1112 723 1124</box>
subcolumn-b <box>777 873 954 1330</box>
article-paragraph: Ἡ Ὁμοσπονδία Ἰδιωτικῶν Ὑπαλλήλων ἀνακοινοῖ ὅτι τό ἐπίδομα ἀδείας θά καταβάλλεται ἐντός τοῦ μηνός. <box>965 771 1138 821</box>
article-paragraph: Ὁ κ. Κανελλόπουλος ἀγνοεῖ ἐπιμελῶς ὅσα ἡ ΕΡΕ ἔπραξεν κατά τήν περίοδον τῆς διακυβερνήσεως τῆς χώρας. <box>777 438 954 487</box>
article-paragraph: 1) Ἀνάστασις Χρ. Πολυχρονόπουλος, ὑπάλληλος, δρχ. 200.000. 2) Νικόλαος Παπαδόπουλος, δρχ. 100.000. 3) Ἰωάννης Γεωργίου, ἔμπορος, δρχ. 50.000. <box>199 841 384 902</box>
headline-ere-myths: ΤΑ ΚΑΘΗΜΕΡΙΝΑ ΜΥΘΕΥΜΑΤΑ ΤΗΣ ΕΡΕ <box>416 644 559 669</box>
subcolumn-b <box>199 645 384 713</box>
notice-signature: Ὁ Δήμαρχος <box>114 1531 183 1543</box>
headline-lottery-winners: ΕΝΕΦΑΝΙΣΘΗΣΑΝ ΕΙΣ ΤΑ ΓΡΑΦΕΙΑ ΤΗΣ ΕΝΩΣΕΩΣ ΣΥΝΤΑΚΤΩΝ ΚΑΙ ΑΛΛΟΙ ΤΥΧΗΡΟΙ ΤΟΥ ΛΑΧΕΙΟΥ <box>6 724 384 780</box>
subcolumn-b <box>777 654 954 804</box>
continued-label: ΣΥΝΕΧΕΙΑ ΑΠΟ ΤΗΝ ΣΕΛΙΔΑ <box>1387 1105 1511 1116</box>
article-paragraph: Ὁ κ. Κανελλόπουλος ἔλεγεν, ὅτι ἡμεῖς, προτοῦ καί ἄμεσον πέρας τῆς περιοδείας του, θά ἐπιστρέψῃ ἐπιφανής ὁ κ. Καραμανλῆς. <box>777 256 954 305</box>
continued-marker <box>602 877 759 901</box>
continued-marker <box>16 1007 173 1031</box>
article-paragraph: Εἰς τήν χώραν μας παρατηρεῖται ἤδη ζήτησις εἰδικευμένων τεχνικῶν, ἠλεκτρονικῶν καί στελεχῶν διοικήσεως ἐπιχειρήσεων. <box>6 1128 191 1177</box>
divider <box>6 1443 191 1444</box>
article-paragraph: ΚΟΡΙΝΘΟΣ, 11. (Τοῦ ἀνταποκριτοῦ μας). Ὁ Ὑφυπουργός Προεδρίας κ. Σπανορρήγας ἐπεσκέφθη σήμερον τά παραλιακά κέντρα τῆς Κορινθίας, ὅπου ἐμελέτησε τά τουριστικά προβλήματα τῆς περιοχῆς. <box>394 396 582 471</box>
divider <box>592 569 954 571</box>
article-paragraph: Ἡ Ὑπηρεσία Ἐγγειοβελτιωτικῶν Ἔργων Μαγνησίας κατήρτισε πρόγραμμα ἔργων δαπάνης 12 ἑκατομμυρίων δραχμῶν. <box>1149 661 1362 698</box>
article-paragraph: Τό πτῶμα τῆς γραίας ἀνεγνωρίσθη ὑπό συγγενῶν της. <box>1370 177 1584 202</box>
article-paragraph: Οἱ ἐργαζόμενοι εἰς τάς βιομηχανίας ἀπαιτοῦν αὔξησιν τῶν ἡμερομισθίων καί βελτίωσιν τῶν συνθηκῶν ἐργασίας. <box>965 194 1138 243</box>
lead-headline-papandreou: Ο Κ. ΠΑΠΑΝΔΡΕΟΥ ΑΝΗΓΓΕΙΛΕ ΤΗΝ ΙΔΡΥΣΙΝ ΙΝΣΤΙΤΟΥΤΟΥ ΤΩΝ ΔΗΜΟΣΙΩΝ ΥΠΑΛΛΗΛΩΝ <box>25 42 365 144</box>
article-paragraph: Ἡ Ἑλλάς ὀφείλει νά προσαρμοσθῇ εἰς τάς νέας συνθήκας, ἐάν θέλῃ νά ἐπιβιώσῃ ὡς ἐλεύθερον καί δημοκρατικόν κράτος. <box>777 872 954 922</box>
subcolumn-a <box>6 157 191 572</box>
divider <box>965 119 1138 120</box>
article-paragraph: ΛΕΥΚΩΣΙΑ, 11. (Γαλ. Πρακτ.). Ἡ Μελίνα Μερκούρη καί ὁ Ζύλ Ντασσέν ἀφίχθησαν σήμερον ἐνταῦθα, ὅπου θά παραμείνουν ἐπί τριήμερον. <box>6 1387 191 1436</box>
continued-label: ΣΥΝΕΧΕΙΑ ΑΠΟ ΤΗΝ ΣΕΛΙΔΑ <box>609 213 733 224</box>
article-paragraph: Ἐκτακτον συνεδρίασιν θά πραγματοποιήσουν οἱ σπουδασταί τῶν ἀνωτάτων σχολῶν τῆς χώρας, διά νά ἀποφασίσουν ἐπί τῶν μέτρων διά τήν ἐφαρμογήν τοῦ νέου ἐκπαιδευτικοῦ νόμου. <box>199 227 384 301</box>
headline-spanorrigas: Ο Κ. ΣΠΑΝΟΡΡΗΓΑΣ ΕΠΙΣΚΕΦΘΗ ΠΑΡΑΛΙΑΚΑ ΚΕΝΤΡΑ ΤΗΣ ΚΟΡΙΝΘΙΑΣ <box>408 275 567 312</box>
column-rule <box>1143 40 1144 2314</box>
continued-label: ΣΥΝΕΧΕΙΑ ΑΠΟ ΤΗΝ ΣΕΛΙΔΑ <box>23 1018 147 1028</box>
book-tagline: Χθές καί σήμερον ὁ αὐτός καί εἰς τούς αἰῶνας <box>622 1272 739 1315</box>
divider <box>6 578 384 580</box>
article-paragraph: Συνεδρίασε χθές ἡ ἐκτελεστική ἐπιτροπή τοῦ Ἐργατικοῦ Κέντρου Ἀθηνῶν διά νά ἐξετάσῃ τά προβλήματα τῶν ἐργαζομένων. <box>965 305 1138 355</box>
continued-page: 1 <box>154 163 166 183</box>
subcolumn-a <box>6 1004 191 1546</box>
continued-page: 1 <box>740 205 752 225</box>
article-paragraph: Κατά τόν αὐτόν πληροφορίας, εἰς τό Ἰνστιτοῦτον θά λειτουργήσουν τρεῖς κλάδοι σπουδῶν, διά τούς διοικητικούς, τούς οἰκονομικούς καί τούς τεχνικούς ὑπαλλήλους. <box>6 284 191 346</box>
article-paragraph: Ἡ Ὁμοσπονδία Ἰδιωτικῶν Ὑπαλλήλων ἀνακοινοῖ ὅτι τό ἐπίδομα ἀδείας θά καταβάλλεται ἐντός τοῦ μηνός. <box>965 249 1138 299</box>
funeral-name: ΝΙΚΟΛΑΟΝ ΤΣΑΜΠΟΠΟΥΛΟΝ <box>817 1123 914 1146</box>
masthead <box>1143 6 1580 28</box>
continued-marker <box>1159 832 1316 855</box>
continued-label: ΣΥΝΕΧΕΙΑ ΑΠΟ ΤΗΝ ΣΕΛΙΔΑ <box>982 1093 1106 1104</box>
article-paragraph: Ἡ ἐπίμονος περί τοῦ ἐνδεχομένου ἐπανόδου τοῦ κ. Καραμανλῆ εἰς τήν πολιτικήν καί περί τῆς ἀναγνωρίσεώς του ὡς ἡγέτου τῆς ΕΡΕ ἐκδηλοῦται ἐκ νέου. <box>592 495 769 556</box>
divider <box>394 912 582 914</box>
article-paragraph: Ὁ συνεργεῖο τῆς Τροχαίας ἀνεκάλυψε τόν ὁδηγόν τοῦ αὐτοκινήτου, ὁ ὁποῖος ἐγκατέλειψε τό θῦμα του εἰς τήν ὁδόν Πατησίων. <box>1149 145 1362 195</box>
article-paragraph: Αἱ μαθήτριαι τοῦ Γυμνασίου προσέφερον τό ποσόν τῶν 5.000 δρχ. ὑπέρ τῶν προσφύγων μαθητῶν τῆς Κύπρου. <box>394 972 582 1020</box>
two-col-body <box>1149 662 1584 705</box>
article-paragraph: Εἰς τό ὑπουργεῖον Συγκοινωνιῶν ὑπεβλήθη αἴτησις διά τήν ρύθμισιν τῆς κυκλοφορίας. <box>1370 362 1584 398</box>
subcolumn-a <box>1149 478 1362 589</box>
article-paragraph: Ὁ πρόεδρος τῆς ὁμοσπονδίας κ. Γ. Παπαγεωργίου ἐδήλωσεν ὅτι οἱ ὑπάλληλοι ἀναμένουν τήν ψήφισιν τοῦ νέου δημοσιοϋπαλληλικοῦ κώδικος. <box>965 125 1138 188</box>
continued-page: 1 <box>1518 1097 1530 1117</box>
left-column <box>6 40 384 2316</box>
divider <box>965 486 1138 488</box>
headline-black-market-tickets: ΔΙΟΣΟΝ ΕΙΣΗΤΗΡΙΑ ΠΟΔΟΣΦΑΙΡΙΚΟΥ ΑΓΩΝΟΣ ΕΙΣ ΜΑΥΡΗΝ ΑΓΟΡΑΝ <box>403 828 572 864</box>
right-column <box>1149 40 1584 2316</box>
divider <box>6 1333 191 1335</box>
author-signature: Α. ΚΑΣΤΡΙΝΑΚΗΣ <box>1035 1289 1130 1301</box>
two-col-body <box>1149 146 1584 405</box>
divider <box>199 1210 384 1212</box>
divider <box>199 388 384 389</box>
divider <box>394 478 582 480</box>
divider <box>592 810 954 812</box>
subcolumn-b <box>1370 719 1584 1278</box>
headline-shipping-services: ΑΙ ΥΠΗΡΕΣΙΑΙ ΤΟΥ ΣΥΛΛ. ΕΜΠΟΡΙΚΗΣ ΝΑΥΤΙΛΙΑΣ ΕΙΣ ΠΕΙΡΑΙΑ <box>970 627 1133 664</box>
article-paragraph: Ὁ συνεργεῖο τῆς Τροχαίας ἀνεκάλυψε τόν ὁδηγόν τοῦ αὐτοκινήτου, ὁ ὁποῖος ἐγκατέλειψε τό θῦμα του εἰς τήν ὁδόν Πατησίων. <box>1149 201 1362 250</box>
article-paragraph: Εἰς τό γραφεῖον τῆς Ὑποδιευθύνσεως Τροχαίας Ἀθηνῶν ἐκόπη χθές ἡ πίττα. <box>965 875 1138 912</box>
headline-nuclear-ship: ΤΟ ΠΡΩΤΟΝ ΕΜΠΟΡΙΚΟΝ ΠΥΡΗΝΙΚΟΝ ΣΚΑΦΟΣ ΕΙΣ ΤΟΝ ΠΕΙΡΑΙΑ <box>406 484 569 521</box>
subcolumn-b <box>199 1004 384 1546</box>
article-paragraph: Τό ὑπουργεῖον Γεωργίας θά παράσχῃ εἰς τούς ἐλαιοπαραγωγούς ἐντομοκτόνα εἰς μειωμένας τιμάς διά τήν καταπολέμησιν τοῦ δάκου. <box>1149 533 1362 582</box>
two-col-body <box>592 198 954 563</box>
book-author: Θ. Β. ΚΩΝΣΤΑΝΤΙΝΟΥ <box>620 1126 741 1156</box>
subcolumn-a <box>592 873 769 1330</box>
continued-label: ΣΥΝΕΧΕΙΑ ΑΠΟ ΤΗΝ ΣΕΛΙΔΑ <box>1166 843 1290 853</box>
article-paragraph: Κατά τήν χθεσινήν ἡμέραν ἐνεφανίσθησαν εἰς τά γραφεῖα τῆς Ἑνώσεως Συντακτῶν οἱ κάτωθι τυχεροί, κερδίσαντες εἰς τήν τελευταίαν κλήρωσιν τοῦ λαχείου. <box>6 785 191 847</box>
subhead: «ΕΡΧΕΤΑΙ!... ΕΡΧΕΤΑΙ!...» <box>794 241 937 253</box>
ad-text: ΕΠΙΣΤΗΜΟΝΙΚΗ ΠΛΗΡΟΦΟΡΙΑ <box>413 1129 562 1141</box>
divider <box>6 928 384 930</box>
article-paragraph: στάσεων, δέν πρόκειται νά ἐμμείνῃ εἰς τήν ἀπόφασιν του περί ἀπαγορεύσεως τῶν συγκεντρώσεων. <box>777 198 954 234</box>
